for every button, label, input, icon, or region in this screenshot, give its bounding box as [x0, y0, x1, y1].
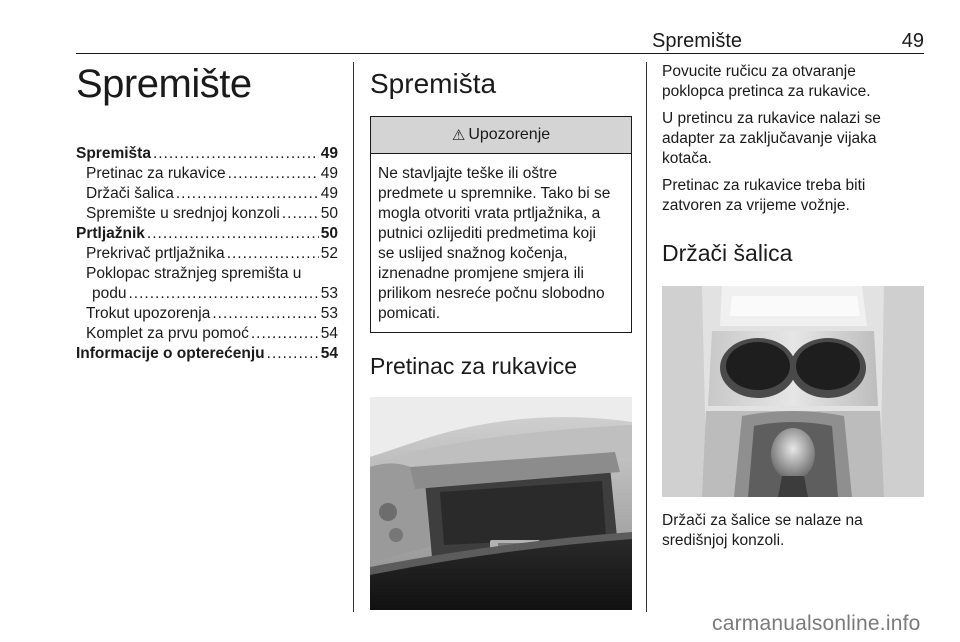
warning-line: prilikom nesreće počnu slobodno: [378, 285, 605, 302]
text-line: Povucite ručicu za otvaranje: [662, 63, 856, 80]
cupholder-location-paragraph: [662, 511, 924, 551]
toc-dot-leader: [212, 304, 318, 324]
cupholder-heading: Držači šalica: [662, 240, 793, 266]
text-line: adapter za zaključavanje vijaka: [662, 130, 877, 147]
glovebox-text-column: [662, 62, 924, 558]
toc-dot-leader: [282, 204, 319, 224]
toc-entry[interactable]: [76, 264, 338, 284]
toc-page-number: 52: [320, 245, 338, 262]
toc-dot-leader: [267, 344, 319, 364]
toc-entry[interactable]: [76, 164, 338, 184]
watermark: carmanualsonline.info: [712, 612, 921, 635]
warning-line: predmete u spremnike. Tako bi se: [378, 185, 611, 202]
toc-entry[interactable]: [76, 324, 338, 344]
text-line: U pretincu za rukavice nalazi se: [662, 110, 881, 127]
toc-entry-title: Poklopac stražnjeg spremišta u: [86, 265, 302, 282]
toc-page-number: 50: [320, 225, 338, 242]
column-divider-2: [646, 62, 647, 612]
text-line: kotača.: [662, 150, 712, 167]
toc-entry[interactable]: [76, 204, 338, 224]
toc-entry[interactable]: [76, 144, 338, 164]
glovebox-open-paragraph: [662, 62, 924, 102]
toc-page-number: 54: [320, 345, 338, 362]
header-rule: [76, 53, 924, 54]
toc-page-number: 53: [320, 305, 338, 322]
storage-column: [370, 62, 632, 610]
toc-entry-title: Informacije o opterećenju: [76, 345, 265, 362]
toc-dot-leader: [251, 324, 319, 344]
toc-entry-title: Spremište u srednjoj konzoli: [86, 205, 280, 222]
toc-page-number: 49: [320, 165, 338, 182]
toc-entry[interactable]: [76, 344, 338, 364]
toc-entry[interactable]: [76, 304, 338, 324]
toc-entry-title: Prtljažnik: [76, 225, 145, 242]
toc-page-number: 50: [320, 205, 338, 222]
toc-entry-title: Prekrivač prtljažnika: [86, 245, 225, 262]
table-of-contents: [76, 144, 338, 364]
toc-entry[interactable]: [76, 244, 338, 264]
toc-entry[interactable]: [76, 184, 338, 204]
warning-line: mogla otvoriti vrata prtljažnika, a: [378, 205, 601, 222]
header-page-number: 49: [901, 30, 924, 52]
toc-dot-leader: [147, 224, 319, 244]
toc-entry-title: Pretinac za rukavice: [86, 165, 226, 182]
text-line: Držači za šalice se nalaze na: [662, 512, 863, 529]
toc-dot-leader: [128, 284, 318, 304]
adapter-paragraph: [662, 109, 924, 169]
glovebox-heading: Pretinac za rukavice: [370, 353, 578, 379]
toc-dot-leader: [227, 244, 319, 264]
toc-dot-leader: [176, 184, 319, 204]
toc-entry-title: Spremišta: [76, 145, 151, 162]
glovebox-photo: [370, 397, 632, 610]
toc-entry[interactable]: [76, 284, 338, 304]
toc-entry-title: Trokut upozorenja: [86, 305, 211, 322]
text-line: središnjoj konzoli.: [662, 532, 785, 549]
warning-line: putnici ozlijediti predmetima koji: [378, 225, 596, 242]
chapter-title: Spremište: [76, 62, 252, 106]
text-line: Pretinac za rukavice treba biti: [662, 177, 866, 194]
warning-heading: Upozorenje: [468, 126, 551, 143]
closed-while-driving-paragraph: [662, 176, 924, 216]
warning-line: iznenadne promjene smjera ili: [378, 265, 584, 282]
warning-triangle-icon: ⚠: [451, 127, 466, 144]
column-divider-1: [353, 62, 354, 612]
warning-box: [370, 116, 632, 333]
toc-entry-title: Držači šalica: [86, 185, 174, 202]
running-header: [652, 30, 924, 52]
header-section-title: Spremište: [652, 30, 743, 52]
text-line: poklopca pretinca za rukavice.: [662, 83, 871, 100]
toc-dot-leader: [153, 144, 319, 164]
toc-page-number: 49: [320, 145, 338, 162]
toc-entry-title: podu: [92, 285, 127, 302]
toc-page-number: 53: [320, 285, 338, 302]
warning-line: Ne stavljajte teške ili oštre: [378, 165, 558, 182]
toc-page-number: 54: [320, 325, 338, 342]
section-title: Spremišta: [370, 68, 497, 99]
toc-column: [76, 62, 338, 364]
warning-header: [371, 117, 631, 154]
toc-page-number: 49: [320, 185, 338, 202]
warning-line: se uslijed snažnog kočenja,: [378, 245, 568, 262]
warning-text: [371, 154, 631, 332]
cupholder-photo: [662, 286, 924, 497]
text-line: zatvoren za vrijeme vožnje.: [662, 197, 850, 214]
toc-entry[interactable]: [76, 224, 338, 244]
toc-dot-leader: [228, 164, 319, 184]
toc-entry-title: Komplet za prvu pomoć: [86, 325, 249, 342]
warning-line: pomicati.: [378, 305, 441, 322]
